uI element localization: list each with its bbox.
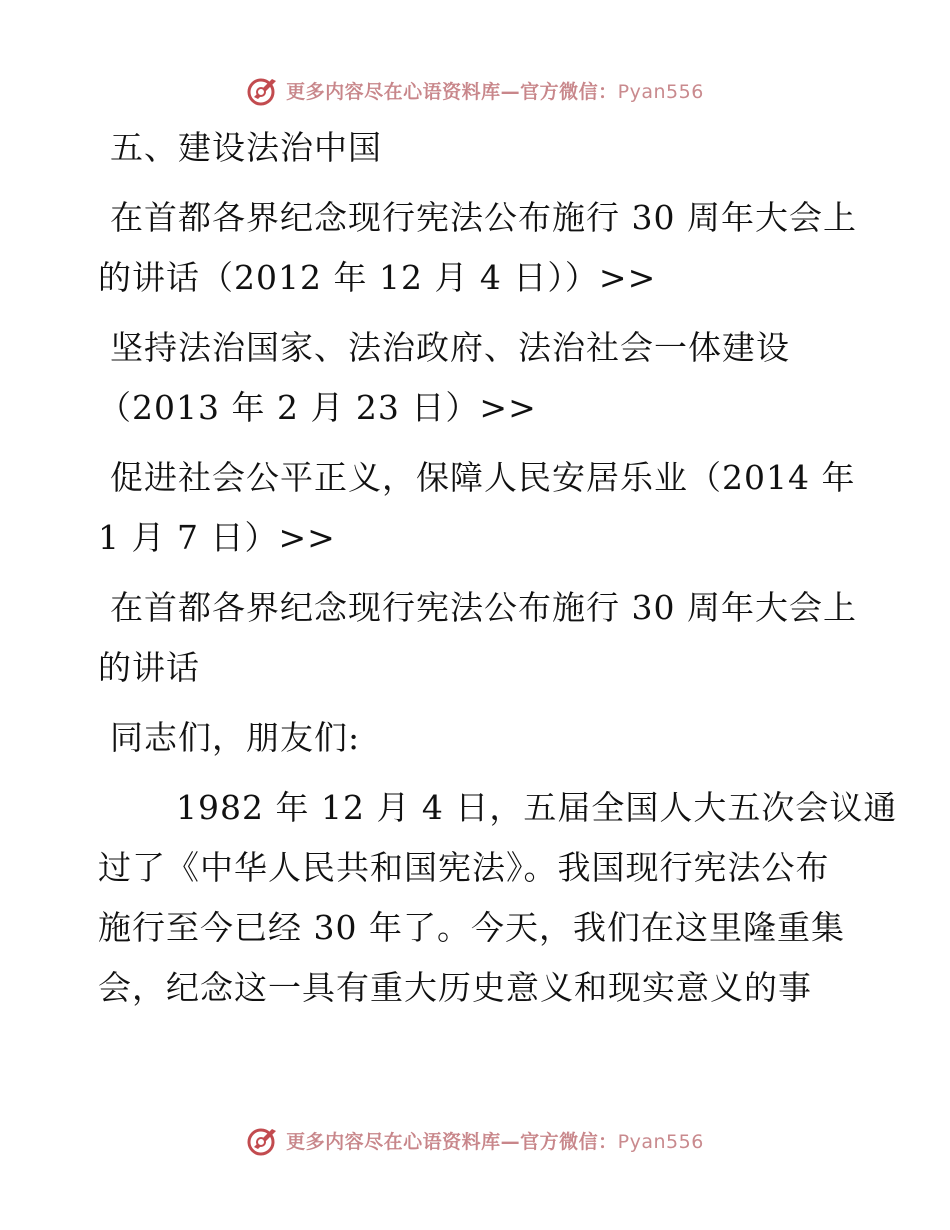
- greeting: 同志们，朋友们:: [110, 718, 361, 757]
- section-title-line2: 的讲话: [98, 648, 200, 687]
- toc-entry-3-line2[interactable]: 1 月 7 日）>>: [98, 518, 336, 557]
- toc-entry-2-line2[interactable]: （2013 年 2 月 23 日）>>: [98, 388, 537, 427]
- watermark-slogan: 更多内容尽在心语资料库—官方微信：: [286, 1130, 618, 1153]
- paragraph-line: 1982 年 12 月 4 日，五届全国人大五次会议通: [176, 788, 898, 827]
- toc-entry-1-line2[interactable]: 的讲话（2012 年 12 月 4 日））>>: [98, 258, 657, 297]
- watermark-wechat-id: Pyan556: [617, 80, 704, 103]
- watermark-wechat-id: Pyan556: [617, 1130, 704, 1153]
- document-body: [98, 118, 898, 1018]
- watermark-text: [286, 77, 704, 104]
- quill-logo-icon: [246, 1123, 280, 1157]
- watermark-header: [0, 70, 950, 110]
- watermark-text: [286, 1127, 704, 1154]
- watermark-footer: [0, 1120, 950, 1160]
- chapter-heading: 五、建设法治中国: [110, 128, 382, 167]
- toc-entry-1-line1[interactable]: 在首都各界纪念现行宪法公布施行 30 周年大会上: [110, 198, 857, 237]
- quill-logo-icon: [246, 73, 280, 107]
- section-title-line1: 在首都各界纪念现行宪法公布施行 30 周年大会上: [110, 588, 857, 627]
- watermark-slogan: 更多内容尽在心语资料库—官方微信：: [286, 80, 618, 103]
- paragraph-line: 施行至今已经 30 年了。今天，我们在这里隆重集: [98, 908, 845, 947]
- paragraph-line: 过了《中华人民共和国宪法》。我国现行宪法公布: [98, 848, 830, 887]
- toc-entry-2-line1[interactable]: 坚持法治国家、法治政府、法治社会一体建设: [110, 328, 790, 367]
- toc-entry-3-line1[interactable]: 促进社会公平正义，保障人民安居乐业（2014 年: [110, 458, 856, 497]
- paragraph-line: 会，纪念这一具有重大历史意义和现实意义的事: [98, 968, 812, 1007]
